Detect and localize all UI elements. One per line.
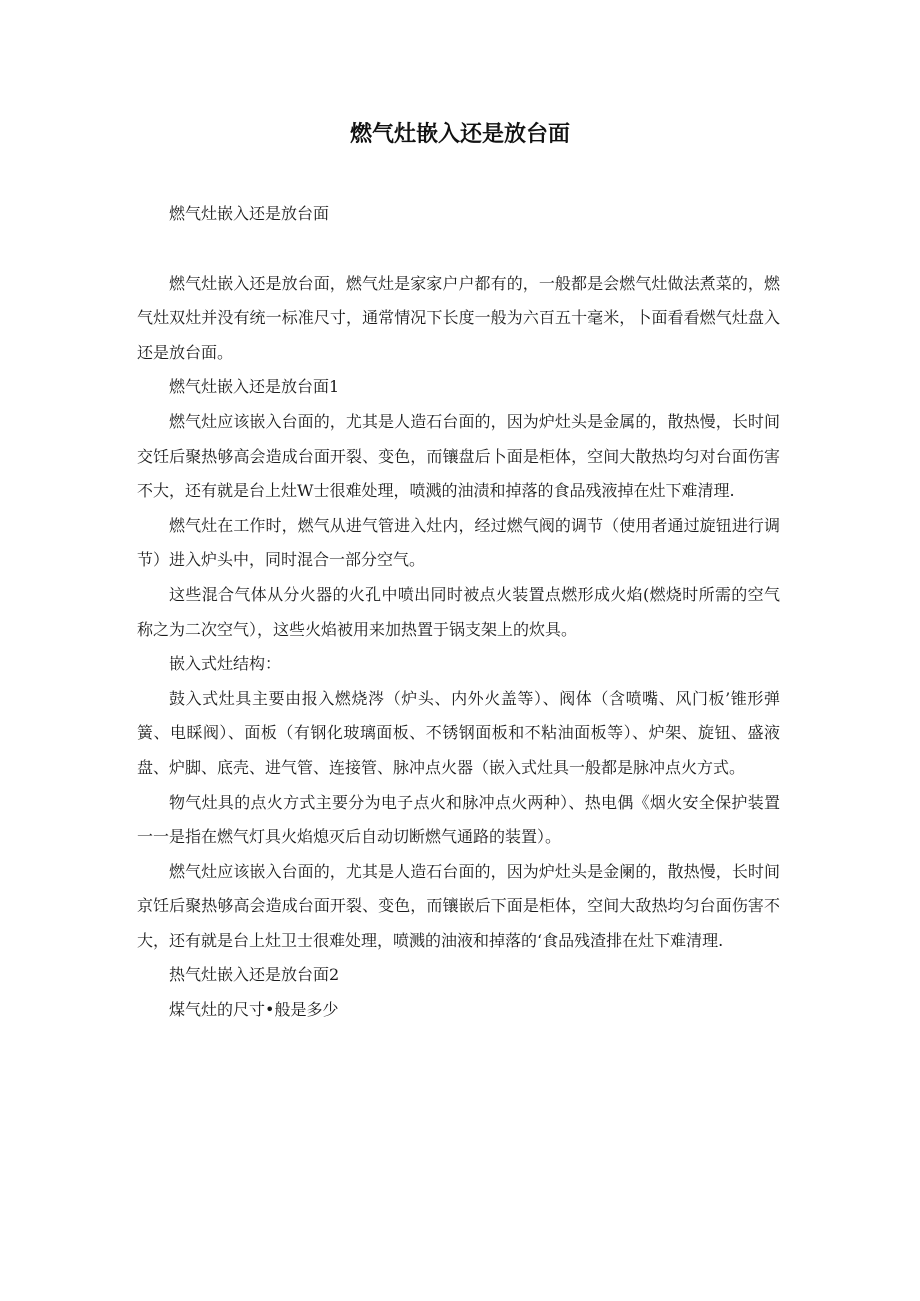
body-paragraph: 这些混合气体从分火器的火孔中喷出同时被点火装置点燃形成火焰(燃烧时所需的空气称之为二次空气），这些火焰被用来加热置于锅支架上的炊具。 <box>137 584 780 639</box>
section-heading: 燃气灶嵌入还是放台面1 <box>169 377 340 397</box>
body-paragraph: 鼓入式灶具主要由报入燃烧涔（炉头、内外火盖等）、阀体（含喷嘴、风门板’锥形弹簧、电睬阀）、面板（有钢化玻璃面板、不锈钢面板和不粘油面板等）、炉架、旋钮、盛液盘、炉脚、底壳、进气管、连接管、脉冲点火器（嵌入式灶具一般都是脉冲点火方式。 <box>137 688 780 777</box>
body-paragraph: 燃气灶在工作时，燃气从进气管进入灶内，经过燃气阀的调节（使用者通过旋钮进行调节）进入炉头中，同时混合一部分空气。 <box>137 515 780 570</box>
subtitle-paragraph: 燃气灶嵌入还是放台面 <box>169 204 330 223</box>
section-heading: 热气灶嵌入还是放台面2 <box>169 965 340 985</box>
section-heading: 煤气灶的尺寸•般是多少 <box>169 1000 339 1020</box>
body-paragraph: 物气灶具的点火方式主要分为电子点火和脉冲点火两种）、热电偶《烟火安全保护装置一一是指在燃气灯具火焰熄灭后自动切断燃气通路的装置）。 <box>137 792 780 847</box>
paragraph-gap <box>137 232 780 267</box>
body-paragraph: 燃气灶应该嵌入台面的，尤其是人造石台面的，因为炉灶头是金阑的，散热慢，长时间京饪后聚热够高会造成台面开裂、变色，而镶嵌后下面是柜体，空间大敌热均匀台面伤害不大，还有就是台上灶卫士很难处理，喷溅的油液和掉落的‘食品残渣排在灶下难清理. <box>137 861 780 950</box>
document-body <box>137 197 780 1028</box>
document-title: 燃气灶嵌入还是放台面 <box>349 122 570 147</box>
body-paragraph: 燃气灶应该嵌入台面的，尤其是人造石台面的，因为炉灶头是金属的，散热慢，长时间交饪后聚热够高会造成台面开裂、变色，而镶盘后卜面是柜体，空间大散热均匀对台面伤害不大，还有就是台上灶W士很难处理，喷溅的油渍和掉落的食品残液掉在灶下难清理. <box>137 411 780 501</box>
section-heading: 嵌入式灶结构： <box>169 654 282 674</box>
body-paragraph: 燃气灶嵌入还是放台面，燃气灶是家家户户都有的，一般都是会燃气灶做法煮菜的，燃气灶双灶并没有统一标准尺寸，通常情况下长度一般为六百五十毫米，卜面看看燃气灶盘入还是放台面。 <box>137 273 780 362</box>
